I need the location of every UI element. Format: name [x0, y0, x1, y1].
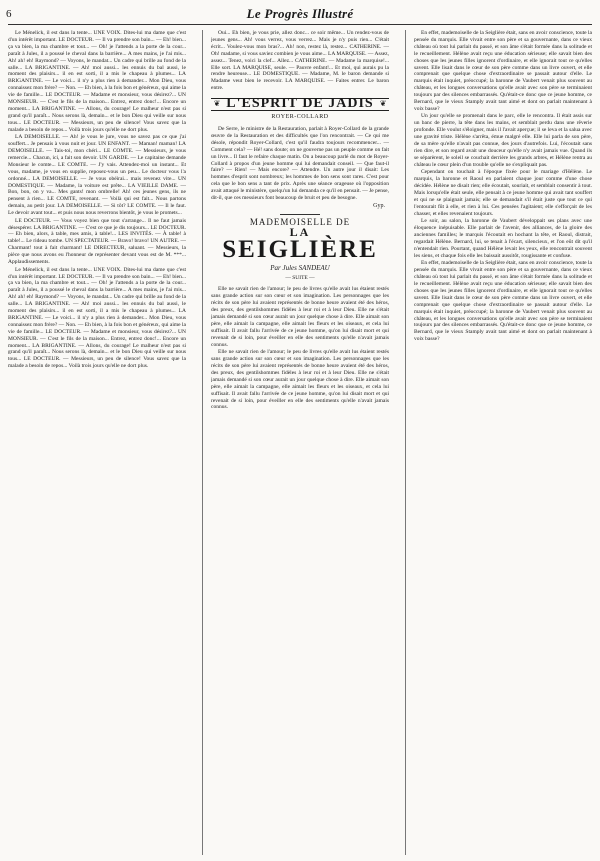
- novel-text: Elle ne savait rien de l'amour; le peu de livres qu'elle avait lus étaient restés sans grande action sur son cœur et son imagination. Les personnages que les récits de son père lui avaient représentés de bonne heure avaient été des héros, des preux, des gentilshommes fidèles à leur roi et à leur Dieu. Elle ne s'était jamais demandé si son cœur aurait un jour quelque chose à dire. Elle aimait son père, elle aimait la campagne, elle aimait les fleurs et les oiseaux, et cela lui suffisait. Il avait fallu l'arrivée de ce jeune homme, qu'on lui disait mort et qui revenait de si loin, pour éveiller en elle des sentiments qu'elle n'avait jamais connus.: [211, 349, 389, 411]
- dialogue-text: Le Ménelick, il est dans la tente... UNE VOIX. Dites-lui ma dame que c'est d'un intérêt important. LE DOCTEUR. — Il va prendre son bain... — Eh! bien... ça va bien, la ma chambre et tout... — Oh! je l'attends a la porte de la cour... paraît à Jules, il a poussé le cheval dans la barrière... A mes mains, je l'ai mis... Ah! ah! eh! Raymond? — Voyons, le mandat... Un cadre qui brille au fond de la salle... LA BRIGANTINE. — Ah! moi aussi... les ennuis du bal aussi, le moment des plaisirs... il en est sorti, il a mis le chapeau à plumes... LA BRIGANTINE. — Le voici... il n'y a plus rien à demander... Mon Dieu, vous connaissez mon frère? — Non. — Eh bien, à la fois bon et généreux, qui aime la vie de famille... LE DOCTEUR. — Madame et monsieur, vous désirez?... UN MONSIEUR. — C'est le fils de la maison... Entrez, entrez donc!... Encore un moment... LA BRIGANTINE. — Allons, du courage! Le malheur n'est pas si grand qu'il paraît... Nous serons là, demain... et le bon Dieu qui veille sur nous tous... LE DOCTEUR. — Messieurs, un peu de silence! Vous savez que la malade a besoin de repos... Voilà trois jours qu'elle ne dort plus.: [8, 266, 186, 370]
- novel-text: En effet, mademoiselle de la Seiglière était, sans en avoir conscience, toute la pensée du marquis. Elle vivait entre son père et sa gouvernante, dans ce vieux château où tout lui parlait du passé, et son âme s'était formée dans la solitude et le recueillement. Hélène avait reçu une éducation sérieuse; elle savait bien des choses que les jeunes filles ignorent d'ordinaire, et elle ignorait tout ce qu'elles savent. Elle lisait dans le cœur de son père comme dans un livre ouvert, et elle comprenait que quelque chose d'extraordinaire se passait autour d'elle. Le marquis était inquiet, préoccupé; la baronne de Vaubert venait plus souvent au château, et les longues conversations qu'elle avait avec son père se terminaient toujours par des silences embarrassés. Qu'était-ce donc que ce jeune homme, ce Bernard, que le vieux Stamply avait tant aimé et dont on parlait maintenant à voix basse?: [414, 260, 592, 343]
- feuilleton-title: SEIGLIÈRE: [222, 235, 378, 263]
- feuilleton-prefix: MADEMOISELLE DE: [249, 216, 351, 227]
- column-1: [8, 30, 186, 855]
- page-header: [6, 4, 594, 24]
- section-heading-band: [211, 98, 389, 111]
- column-2: [211, 30, 389, 855]
- column-divider: [405, 30, 406, 855]
- newspaper-title: Le Progrès Illustré: [246, 6, 354, 21]
- feuilleton-article: LA: [289, 224, 311, 239]
- novel-text: Un jour qu'elle se promenait dans le parc, elle le rencontra. Il était assis sur un banc de pierre, la tête dans les mains, et semblait perdu dans une rêverie profonde. Elle voulut s'éloigner, mais il l'avait aperçue; il se leva et la salua avec une gravité triste. Hélène s'arrêta, émue malgré elle. Elle lui parla de son père, de sa mère qu'elle n'avait pas connue, des jours d'autrefois. Lui, l'écoutait sans rien dire, et son regard avait une douceur qu'elle n'y avait jamais vue. Quand ils se séparèrent, le soleil se couchait derrière les grands arbres, et Hélène rentra au château le cœur plein d'un trouble qu'elle ne s'expliquait pas.: [414, 113, 592, 168]
- column-divider: [202, 30, 203, 855]
- dialogue-text: LA DEMOISELLE. — Ah! je vous le jure, vous ne savez pas ce que j'ai souffert... Je pensais à vous nuit et jour. UN ENFANT. — Maman! maman! LA DEMOISELLE. — Tais-toi, mon chéri... LE COMTE. — Messieurs, je vous remercie... Chacun, ici, a fait son devoir. UN GARDE. — Le capitaine demande Monsieur le comte... LE COMTE. — J'y vais. Attendez-moi un instant... Et vous, madame, je vous en supplie, reposez-vous un peu... Le docteur vous l'a ordonné... LA DEMOISELLE. — Je vous obéirai... mais revenez vite... UN DOMESTIQUE. — Madame, la voiture est prête... LA VIEILLE DAME. — Bon, bon, on y va... Mes gants! mon ombrelle! Ah! ces jeunes gens, ils ne pensent à rien... LE COMTE, revenant. — Voilà qui est fait... Nous partons demain, au petit jour. LA DEMOISELLE. — Si tôt? LE COMTE. — Il le faut. Le devoir avant tout... et puis nous nous reverrons bientôt, je vous le promets...: [8, 134, 186, 217]
- novel-text: Cependant on touchait à l'époque fixée pour le mariage d'Hélène. Le marquis, la baronne et Raoul en parlaient chaque jour comme d'une chose décidée. Hélène ne disait rien; elle écoutait, souriait, et semblait consentir à tout. Mais lorsqu'elle était seule, elle pensait à ce jeune homme qui avait tant souffert et qui ne se plaignait jamais; elle se demandait s'il était juste que tout ce qui l'entourait fût à elle, et rien à lui. Ces pensées l'agitaient; elle s'efforçait de les chasser, et elles revenaient toujours.: [414, 169, 592, 217]
- header-rule: [8, 24, 592, 25]
- column-3: [414, 30, 592, 855]
- dialogue-text: LE DOCTEUR. — Vous voyez bien que tout s'arrange... Il ne faut jamais désespérer. LA BRIGANTINE. — C'est ce que je dis toujours... LE DOCTEUR. — Eh bien, alors, à table, mes amis, à table!... LES INVITÉS. — À table! à table!... Le rideau tombe. UN SPECTATEUR. — Bravo! bravo! UN AUTRE. — Charmant! tout à fait charmant! LE DIRECTEUR, saluant. — Messieurs, la pièce que nous avons eu l'honneur de représenter devant vous est de M. ***... Applaudissements.: [8, 217, 186, 266]
- dialogue-text: Oui... Eh bien, je vous prie, allez donc... ce soir même... Un rendez-vous de jeunes gens... Ah! vous verrez, vous verrez... Mais je n'y puis rien... C'était écrit... Voulez-vous mon bras?... Ah! non, restez là, restez... CATHERINE. — Oh! madame, si vous saviez combien je vous aime... LA MARQUISE. — Assez, assez... Tenez, voici la clef... Allez... CATHERINE. — Madame la marquise!... Elle sort. LA MARQUISE, seule. — Pauvre enfant!... Et moi, qui aurais pu la rendre heureuse... LE DOMESTIQUE. — Madame, M. le baron demande si Madame veut bien le recevoir. LA MARQUISE. — Faites entrer. Le baron entre.: [211, 30, 389, 92]
- anecdote-text: De Serre, le ministre de la Restauration, parlait à Royer-Collard de la grande œuvre de la Restauration et des difficultés que l'on rencontrait. — Ce qui me désole, répondit Royer-Collard, c'est qu'il faudra toujours recommencer... — Comment cela? — Hé! sans doute; on ne gouverne pas un peuple comme on fait un livre... Il faut le refaire chaque matin. On a beaucoup parlé du mot de Royer-Collard à propos d'un jeune homme qui lui demandait conseil. — Que faut-il faire? — Rien! — Mais encore? — Attendre. Un autre jour il disait: Les hommes d'esprit sont nombreux; les hommes de bon sens sont rares. C'est pour cela que le bon sens a tant de prix. Après une séance orageuse où l'opposition avait attaqué le ministère, quelqu'un lui demanda ce qu'il en pensait. — Je pense, dit-il, que ces messieurs font beaucoup de bruit et peu de besogne.: [211, 125, 389, 202]
- signature: Gyp.: [373, 202, 385, 209]
- page-number: 6: [6, 8, 12, 20]
- novel-text: En effet, mademoiselle de la Seiglière était, sans en avoir conscience, toute la pensée du marquis. Elle vivait entre son père et sa gouvernante, dans ce vieux château où tout lui parlait du passé, et son âme s'était formée dans la solitude et le recueillement. Hélène avait reçu une éducation sérieuse; elle savait bien des choses que les jeunes filles ignorent d'ordinaire, et elle ignorait tout ce qu'elles savent. Elle lisait dans le cœur de son père comme dans un livre ouvert, et elle comprenait que quelque chose d'extraordinaire se passait autour d'elle. Le marquis était inquiet, préoccupé; la baronne de Vaubert venait plus souvent au château, et les longues conversations qu'elle avait avec son père se terminaient toujours par des silences embarrassés. Qu'était-ce donc que ce jeune homme, ce Bernard, que le vieux Stamply avait tant aimé et dont on parlait maintenant à voix basse?: [414, 30, 592, 112]
- ornament-icon: ❦: [213, 99, 221, 109]
- dialogue-text: Le Ménelick, il est dans la tente... UNE VOIX. Dites-lui ma dame que c'est d'un intérêt important. LE DOCTEUR. — Il va prendre son bain... — Eh! bien... ça va bien, la ma chambre et tout... — Oh! je l'attends a la porte de la cour... paraît à Jules, il a poussé le cheval dans la barrière... A mes mains, je l'ai mis... Ah! ah! eh! Raymond? — Voyons, le mandat... Un cadre qui brille au fond de la salle... LA BRIGANTINE. — Ah! moi aussi... les ennuis du bal aussi, le moment des plaisirs... il en est sorti, il a mis le chapeau à plumes... LA BRIGANTINE. — Le voici... il n'y a plus rien à demander... Mon Dieu, vous connaissez mon frère? — Non. — Eh bien, à la fois bon et généreux, qui aime la vie de famille... LE DOCTEUR. — Madame et monsieur, vous désirez?... UN MONSIEUR. — C'est le fils de la maison... Entrez, entrez donc!... Encore un moment... LA BRIGANTINE. — Allons, du courage! Le malheur n'est pas si grand qu'il paraît... Nous serons là, demain... et le bon Dieu qui veille sur nous tous... LE DOCTEUR. — Messieurs, un peu de silence! Vous savez que la malade a besoin de repos... Voilà trois jours qu'elle ne dort plus.: [8, 30, 186, 133]
- ornament-icon: ❦: [379, 99, 387, 109]
- section-title: L'ESPRIT DE JADIS: [226, 96, 374, 112]
- novel-text: Le soir, au salon, la baronne de Vaubert développait ses plans avec une éloquence inépuisable. Elle parlait de l'avenir, des alliances, de la gloire des anciennes familles; le marquis l'écoutait en hochant la tête, et Raoul, distrait, regardait Hélène. Bernard, lui, se tenait à l'écart, silencieux, et l'on eût dit qu'il n'entendait rien. Pourtant, quand Hélène levait les yeux, elle rencontrait souvent les siens, et chaque fois elle les baissait aussitôt, rougissante et confuse.: [414, 218, 592, 259]
- divider: [280, 214, 320, 215]
- section-subtitle: ROYER-COLLARD: [271, 114, 329, 121]
- novel-text: Elle ne savait rien de l'amour; le peu de livres qu'elle avait lus étaient restés sans grande action sur son cœur et son imagination. Les personnages que les récits de son père lui avaient représentés de bonne heure avaient été des héros, des preux, des gentilshommes fidèles à leur roi et à leur Dieu. Elle ne s'était jamais demandé si son cœur aurait un jour quelque chose à dire. Elle aimait son père, elle aimait la campagne, elle aimait les fleurs et les oiseaux, et cela lui suffisait. Il avait fallu l'arrivée de ce jeune homme, qu'on lui disait mort et qui revenait de si loin, pour éveiller en elle des sentiments qu'elle n'avait jamais connus.: [211, 286, 389, 348]
- feuilleton-author: Par Jules SANDEAU: [270, 263, 330, 272]
- feuilleton-suite: — SUITE —: [285, 274, 315, 281]
